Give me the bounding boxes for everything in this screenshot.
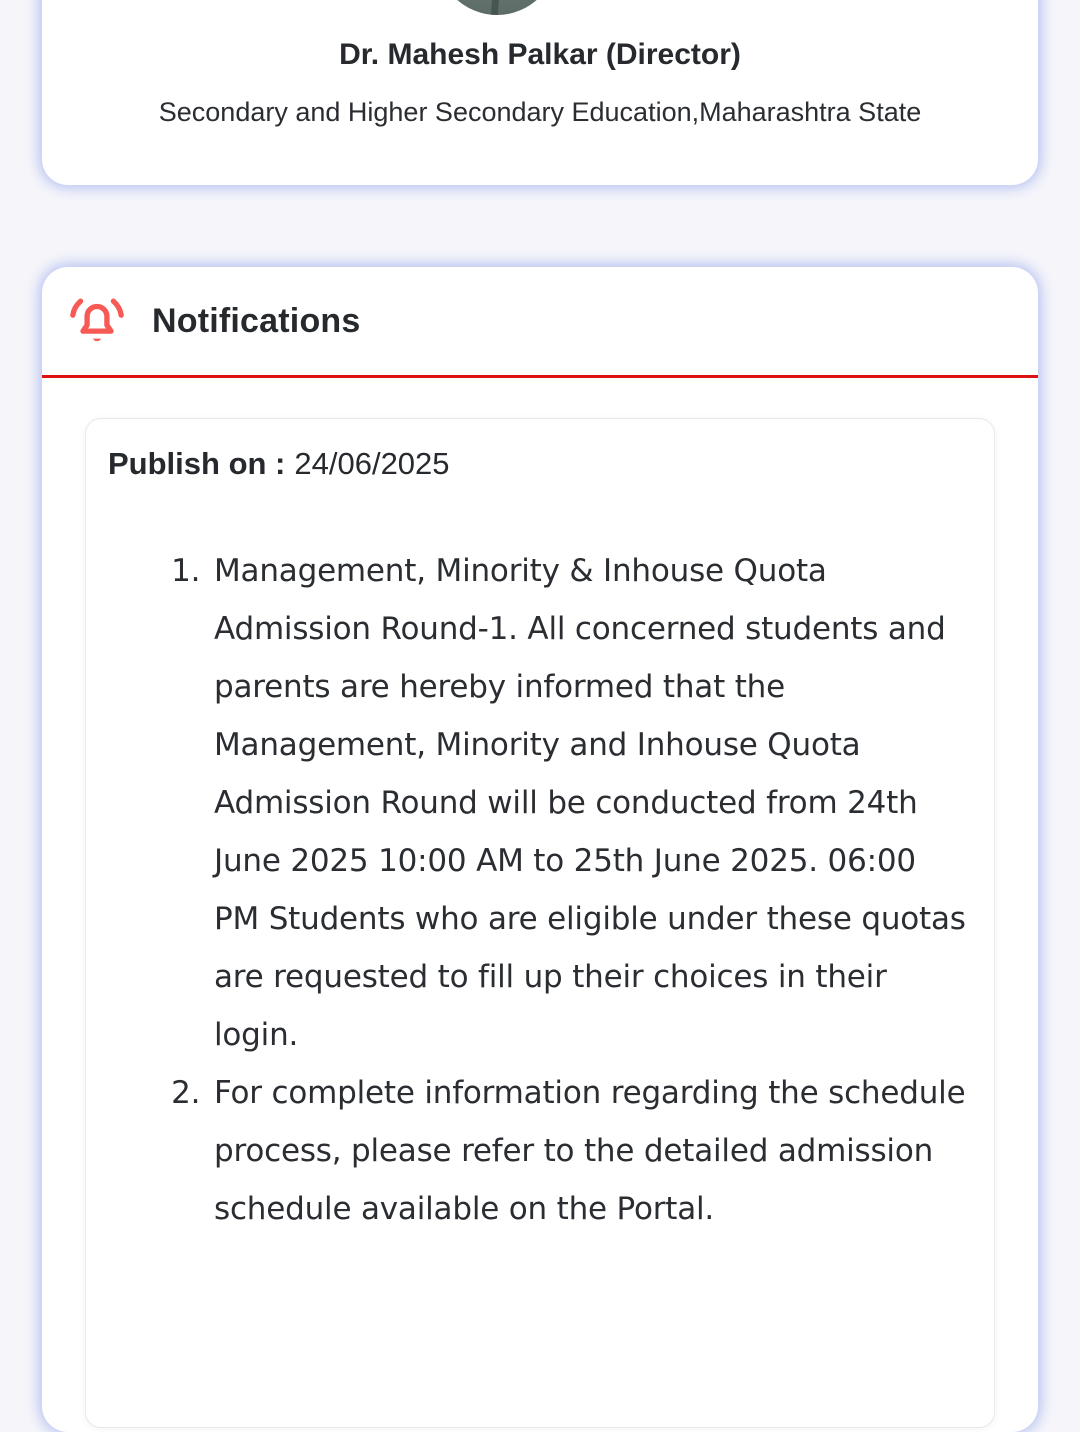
notifications-title: Notifications — [152, 301, 361, 340]
red-divider — [42, 375, 1038, 378]
publish-label: Publish on : — [108, 446, 286, 481]
notification-item: 2. For complete information regarding the schedule process, please refer to the detailed admission schedule available on the Portal. — [210, 1064, 968, 1238]
notifications-header — [42, 267, 1038, 375]
publish-line — [108, 446, 970, 482]
director-name: Dr. Mahesh Palkar (Director) — [339, 38, 741, 71]
bell-icon-strokes — [73, 301, 121, 331]
bell-ring-icon — [68, 292, 126, 350]
director-card — [42, 0, 1038, 185]
notice-card — [85, 418, 995, 1428]
notification-item: 1. Management, Minority & Inhouse Quota Admission Round-1. All concerned students and parents are hereby informed that the Management, Minority and Inhouse Quota Admission Round will be conducted from 24th June 2025 10:00 AM to 25th June 2025. 06:00 PM Students who are eligible under these quotas are requested to fill up their choices in their login. — [210, 542, 968, 1064]
bell-clapper — [93, 339, 101, 342]
notification-list — [86, 542, 994, 1238]
director-subtitle: Secondary and Higher Secondary Education,Maharashtra State — [158, 97, 922, 127]
director-photo — [437, 0, 557, 15]
notifications-card — [42, 267, 1038, 1432]
publish-date: 24/06/2025 — [294, 446, 450, 481]
